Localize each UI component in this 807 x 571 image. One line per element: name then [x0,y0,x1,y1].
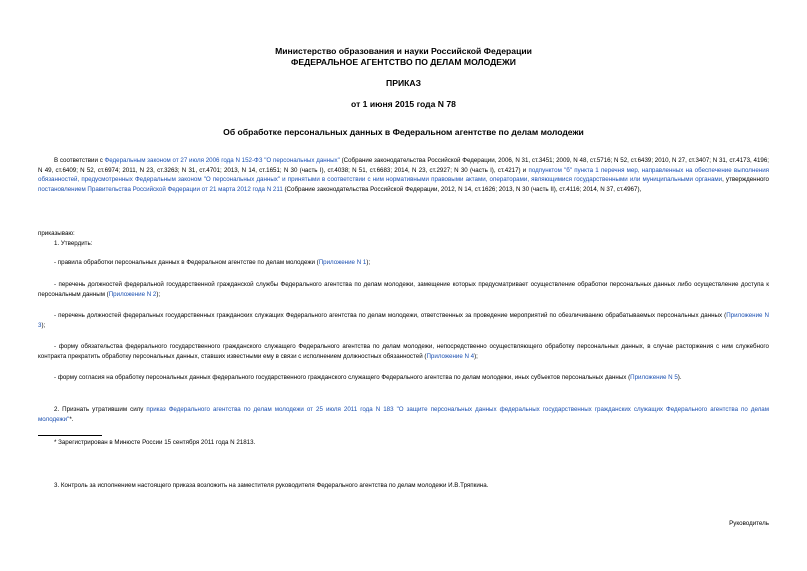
appendix-2-link[interactable]: Приложение N 2 [108,290,157,298]
list-item [38,280,769,299]
preamble-text-2: (Собрание законодательства Российской Федерации, 2006, N 31, ст.3451; 2009, N 48, ст.5716; N 52, ст.6439; 2010, N 27, ст.3407; N 31, ст.4173, 4196; N 49, ст.6409; N 52, ст.6974; 2011, N 23, ст.3263; N 31, ст.4701; 2013, N 14, ст.1651; N 30 (часть I), ст.4038; N 51, ст.6683; 2014, N 23, ст.2927; N 30 (часть I), ст.4217) и [38,157,770,174]
item-2 [38,405,769,424]
list-item-tail: ); [366,259,371,266]
item-2-text: 2. Признать утратившим силу [54,406,147,413]
appendix-4-link[interactable]: Приложение N 4 [426,352,475,360]
list-item-text: - форму обязательства федерального государственного гражданского служащего Федерального агентства по делам молодежи, непосредственно осуществляющего обработку персональных данных, в случае расторжения с ним служебного контракта прекратить обработку персональных данных, ставших известными ему в связи с исполнением должностных обязанностей ( [38,343,769,360]
list-item [38,342,769,361]
footnote-divider [38,435,102,436]
document-type: ПРИКАЗ [386,78,421,88]
government-decree-link[interactable]: постановлением Правительства Российской Федерации от 21 марта 2012 года N 211 [38,185,283,193]
list-item-text: - перечень должностей федеральных государственных гражданских служащих Федерального агентства по делам молодежи, ответственных за проведение мероприятий по обезличиванию обрабатываемых персональных данных ( [54,312,727,319]
federal-law-link[interactable]: Федеральным законом от 27 июля 2006 года N 152-ФЗ "О персональных данных" [104,157,340,164]
agency-name: ФЕДЕРАЛЬНОЕ АГЕНТСТВО ПО ДЕЛАМ МОЛОДЕЖИ [291,57,516,67]
list-item [38,373,769,383]
list-item-tail: ); [156,290,161,298]
signature-title: Руководитель [729,520,769,527]
list-item-text: - перечень должностей федеральной государственной гражданской службы Федерального агентства по делам молодежи, замещение которых предусматривает осуществление обработки персональных данных либо осуществление доступа к персональным данным ( [38,281,769,298]
list-item-tail: ); [474,352,478,360]
list-item [38,311,769,330]
order-word: приказываю: [38,230,75,237]
list-item-tail: ). [677,374,682,381]
list-item-text: - форму согласия на обработку персональных данных федерального государственного гражданского служащего Федерального агентства по делам молодежи, иных субъектов персональных данных ( [54,374,631,381]
item-2-tail: *. [69,415,74,423]
preamble-text-4: (Собрание законодательства Российской Федерации, 2012, N 14, ст.1626; 2013, N 30 (часть II), ст.4116; 2014, N 37, ст.4967), [282,185,642,193]
preamble-paragraph [38,156,769,194]
list-item [38,258,769,268]
list-item-tail: ); [41,321,46,329]
appendix-1-link[interactable]: Приложение N 1 [318,259,367,266]
subparagraph-link[interactable]: подпунктом "б" пункта 1 перечня мер, направленных на обеспечение выполнения обязанностей, предусмотренных Федеральным законом "О персональных данных" и принятыми в соответствии с ним нормативными правовыми актами, операторами, являющимися государственными или муниципальными органами [38,166,769,183]
ministry-name: Министерство образования и науки Российской Федерации [275,46,532,56]
preamble-text-3: , утвержденного [722,176,769,183]
appendix-3-link[interactable]: Приложение N 3 [38,312,769,329]
document-title: Об обработке персональных данных в Федеральном агентстве по делам молодежи [223,127,584,137]
document-date-number: от 1 июня 2015 года N 78 [351,99,456,109]
list-item-text: - правила обработки персональных данных в Федеральном агентстве по делам молодежи ( [54,259,319,266]
repealed-order-link[interactable]: приказ Федерального агентства по делам молодежи от 25 июля 2011 года N 183 "О защите персональных данных федеральных государственных гражданских служащих Федерального агентства по делам молодежи" [38,406,769,423]
footnote: * Зарегистрирован в Минюсте России 15 сентября 2011 года N 21813. [54,439,256,446]
preamble-text-1: В соответствии с [54,157,105,164]
appendix-5-link[interactable]: Приложение N 5 [630,374,678,381]
item-1: 1. Утвердить: [54,240,93,247]
item-3: 3. Контроль за исполнением настоящего приказа возложить на заместителя руководителя Федерального агентства по делам молодежи И.В.Тряпкина. [54,482,489,489]
